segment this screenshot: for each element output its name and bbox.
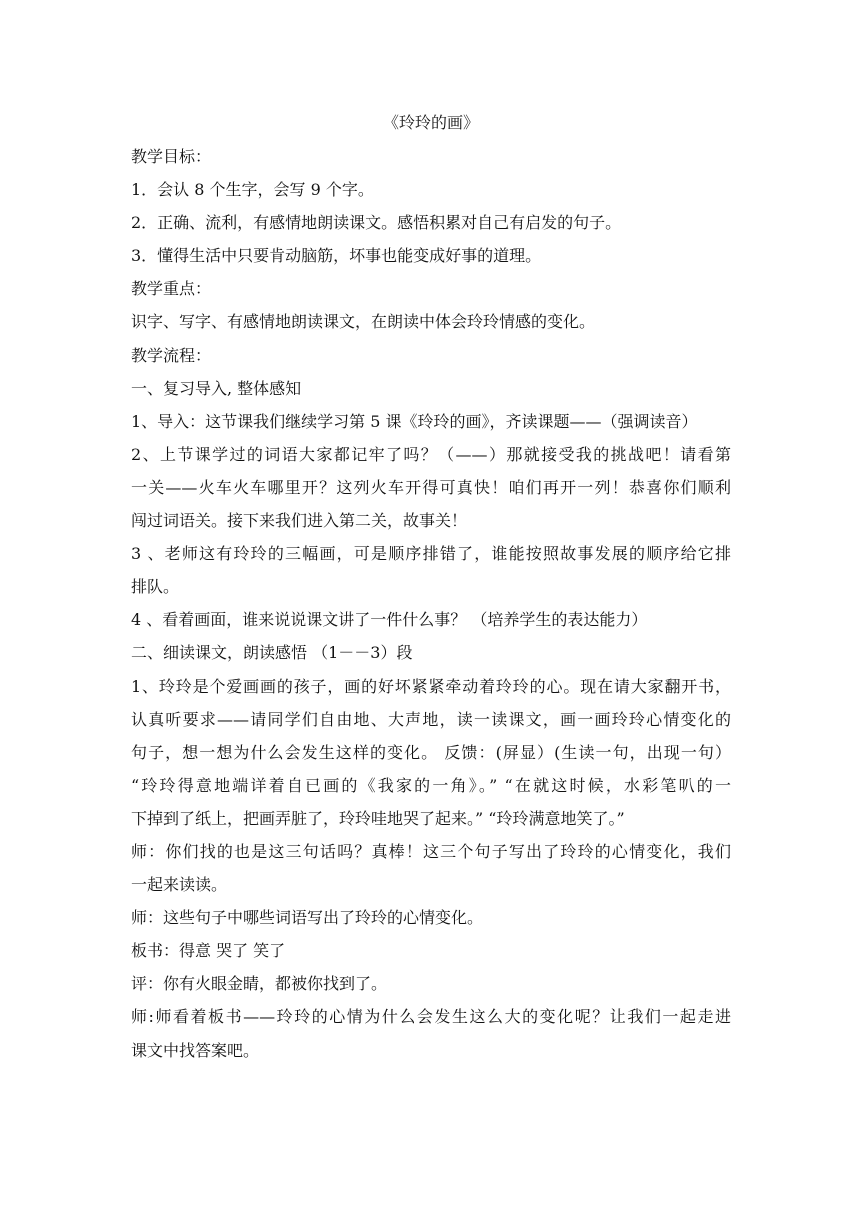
paragraph-line: 认真听要求——请同学们自由地、大声地，读一读课文，画一画玲玲心情变化的 — [131, 709, 731, 729]
paragraph-line: “玲玲得意地端详着自已画的《我家的一角》。” “在就这时候，水彩笔叭的一 — [131, 775, 731, 795]
paragraph-line: 一起来读读。 — [131, 875, 228, 895]
paragraph-line: 3 、老师这有玲玲的三幅画，可是顺序排错了，谁能按照故事发展的顺序给它排 — [131, 544, 731, 564]
paragraph-line: 师：你们找的也是这三句话吗？真棒！这三个句子写出了玲玲的心情变化，我们 — [131, 841, 731, 861]
heading-teaching-goals: 教学目标： — [131, 147, 212, 166]
goal-item-2: 2．正确、流利，有感情地朗读课文。感悟积累对自己有启发的句子。 — [131, 213, 622, 233]
paragraph-line: 2、上节课学过的词语大家都记牢了吗？（——）那就接受我的挑战吧！请看第 — [131, 444, 731, 464]
paragraph-line: 一关——火车火车哪里开？这列火车开得可真快！咱们再开一列！恭喜你们顺利 — [131, 477, 731, 497]
paragraph-line: 句子，想一想为什么会发生这样的变化。 反馈：(屏显）(生读一句，出现一句） — [131, 742, 731, 762]
goal-item-1: 1．会认 8 个生字，会写 9 个字。 — [131, 180, 374, 200]
paragraph-line: 下掉到了纸上，把画弄脏了，玲玲哇地哭了起来。” “玲玲满意地笑了。” — [131, 808, 625, 828]
document-body — [131, 106, 731, 1067]
document-title: 《玲玲的画》 — [382, 113, 479, 132]
paragraph-line: 4 、看着画面，谁来说说课文讲了一件什么事？ （培养学生的表达能力） — [131, 610, 648, 630]
heading-teaching-process: 教学流程： — [131, 345, 212, 365]
section-2-heading: 二、细读课文，朗读感悟 （1－－3）段 — [131, 643, 413, 663]
goal-item-3: 3．懂得生活中只要肯动脑筋，坏事也能变成好事的道理。 — [131, 246, 542, 266]
blackboard-notes: 板书：得意 哭了 笑了 — [131, 941, 286, 961]
focus-text: 识字、写字、有感情地朗读课文，在朗读中体会玲玲情感的变化。 — [131, 312, 596, 332]
paragraph-line: 1、玲玲是个爱画画的孩子，画的好坏紧紧牵动着玲玲的心。现在请大家翻开书， — [131, 676, 731, 696]
paragraph-line: 排队。 — [131, 577, 180, 597]
paragraph-line: 课文中找答案吧。 — [131, 1040, 260, 1060]
paragraph-line: 师：这些句子中哪些词语写出了玲玲的心情变化。 — [131, 908, 484, 928]
heading-teaching-focus: 教学重点： — [131, 279, 212, 299]
paragraph-line: 师:师看着板书——玲玲的心情为什么会发生这么大的变化呢？让我们一起走进 — [131, 1007, 731, 1027]
paragraph-line: 评：你有火眼金睛，都被你找到了。 — [131, 974, 388, 994]
section-1-heading: 一、复习导入, 整体感知 — [131, 378, 302, 398]
paragraph-line: 闯过词语关。接下来我们进入第二关，故事关！ — [131, 511, 468, 531]
paragraph-line: 1、导入：这节课我们继续学习第 5 课《玲玲的画》，齐读课题——（强调读音） — [131, 411, 698, 431]
